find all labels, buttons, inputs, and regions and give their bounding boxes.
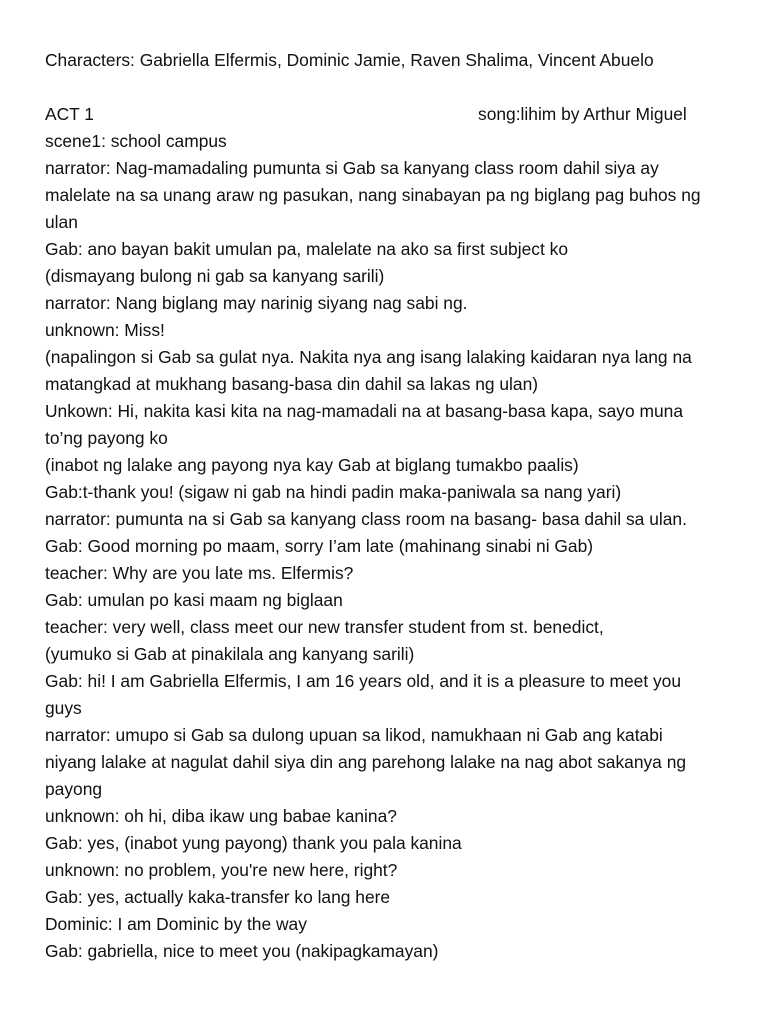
script-line: teacher: very well, class meet our new transfer student from st. benedict,	[45, 617, 604, 637]
script-line: Gab: ano bayan bakit umulan pa, malelate na ako sa first subject ko	[45, 239, 568, 259]
script-line: unknown: Miss!	[45, 320, 165, 340]
script-line: ulan	[45, 212, 78, 232]
script-line: teacher: Why are you late ms. Elfermis?	[45, 563, 354, 583]
characters-line: Characters: Gabriella Elfermis, Dominic Jamie, Raven Shalima, Vincent Abuelo	[45, 50, 654, 70]
script-line: Gab: gabriella, nice to meet you (nakipagkamayan)	[45, 941, 439, 961]
script-line: Unkown: Hi, nakita kasi kita na nag-mamadali na at basang-basa kapa, sayo muna	[45, 401, 684, 421]
script-line: Gab: yes, actually kaka-transfer ko lang here	[45, 887, 391, 907]
script-line: Gab:t-thank you! (sigaw ni gab na hindi padin maka-paniwala sa nang yari)	[45, 482, 622, 502]
script-line: Gab: Good morning po maam, sorry I’am late (mahinang sinabi ni Gab)	[45, 536, 594, 556]
script-line: Gab: yes, (inabot yung payong) thank you pala kanina	[45, 833, 462, 853]
script-line: narrator: Nang biglang may narinig siyang nag sabi ng.	[45, 293, 468, 313]
script-line: (dismayang bulong ni gab sa kanyang sarili)	[45, 266, 385, 286]
script-line: matangkad at mukhang basang-basa din dahil sa lakas ng ulan)	[45, 374, 539, 394]
script-line: niyang lalake at nagulat dahil siya din ang parehong lalake na nag abot sakanya ng	[45, 752, 687, 772]
script-line: scene1: school campus	[45, 131, 227, 151]
script-line: unknown: no problem, you're new here, right?	[45, 860, 398, 880]
script-line: Gab: umulan po kasi maam ng biglaan	[45, 590, 343, 610]
script-line: Dominic: I am Dominic by the way	[45, 914, 307, 934]
script-line: narrator: umupo si Gab sa dulong upuan sa likod, namukhaan ni Gab ang katabi	[45, 725, 663, 745]
script-line: (yumuko si Gab at pinakilala ang kanyang sarili)	[45, 644, 415, 664]
script-line: guys	[45, 698, 82, 718]
script-line: malelate na sa unang araw ng pasukan, nang sinabayan pa ng biglang pag buhos ng	[45, 185, 701, 205]
script-line: (inabot ng lalake ang payong nya kay Gab at biglang tumakbo paalis)	[45, 455, 579, 475]
script-line: narrator: Nag-mamadaling pumunta si Gab sa kanyang class room dahil siya ay	[45, 158, 659, 178]
act-heading: ACT 1	[45, 104, 94, 124]
script-line: payong	[45, 779, 103, 799]
script-line: narrator: pumunta na si Gab sa kanyang class room na basang- basa dahil sa ulan.	[45, 509, 687, 529]
song-note: song:lihim by Arthur Miguel	[478, 104, 687, 124]
script-line: to’ng payong ko	[45, 428, 168, 448]
script-line: Gab: hi! I am Gabriella Elfermis, I am 16 years old, and it is a pleasure to meet you	[45, 671, 682, 691]
script-line: unknown: oh hi, diba ikaw ung babae kanina?	[45, 806, 397, 826]
script-line: (napalingon si Gab sa gulat nya. Nakita nya ang isang lalaking kaidaran nya lang na	[45, 347, 692, 367]
